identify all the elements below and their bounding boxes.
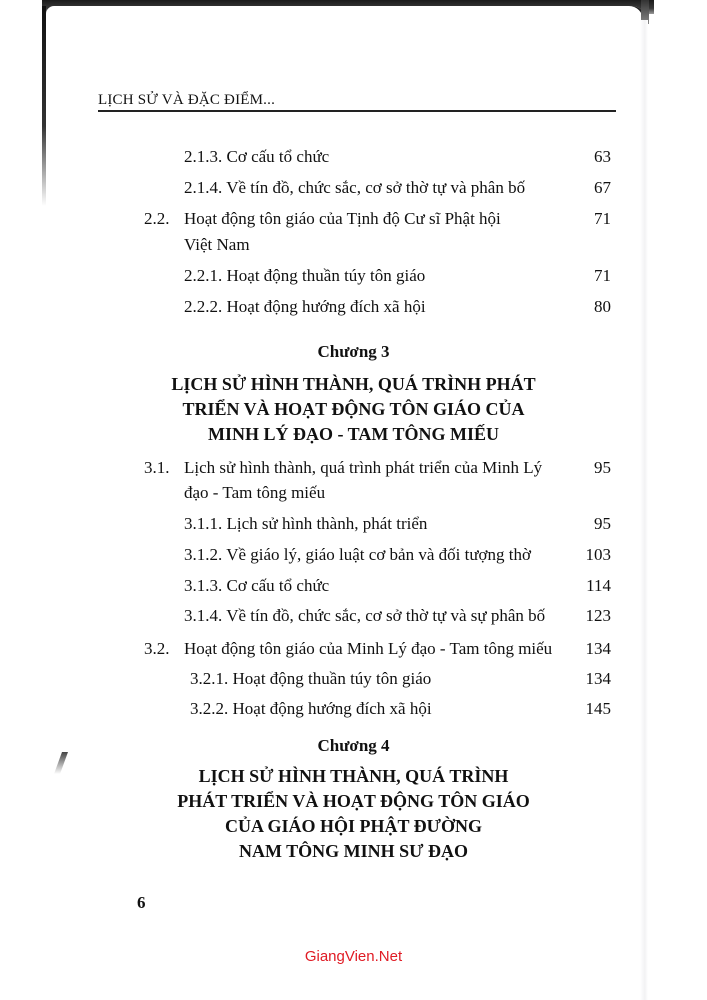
toc-entry-page: 134 (585, 669, 611, 688)
scanner-edge-left (42, 6, 46, 206)
toc-entry-title: 3.2.1. Hoạt động thuần túy tôn giáo (190, 669, 432, 688)
chapter-4-title-line: LỊCH SỬ HÌNH THÀNH, QUÁ TRÌNH (198, 766, 509, 786)
toc-entry-page: 103 (585, 545, 611, 564)
toc-entry-title-line1: Lịch sử hình thành, quá trình phát triển của Minh Lý (184, 458, 543, 477)
chapter-4-title-line: CỦA GIÁO HỘI PHẬT ĐƯỜNG (224, 816, 483, 836)
toc-entry-title: 3.1.2. Về giáo lý, giáo luật cơ bản và đối tượng thờ (184, 545, 532, 564)
toc-entry-page: 71 (594, 209, 611, 228)
toc-entry-title: Hoạt động tôn giáo của Minh Lý đạo - Tam tông miếu (184, 639, 553, 658)
chapter-4-title-line: NAM TÔNG MINH SƯ ĐẠO (239, 841, 468, 861)
toc-entry-title-line2: Việt Nam (184, 235, 250, 254)
chapter-3-label: Chương 3 (317, 342, 390, 361)
header-rule (98, 110, 616, 112)
toc-entry-title: 3.2.2. Hoạt động hướng đích xã hội (190, 699, 432, 718)
toc-entry-page: 134 (585, 639, 611, 658)
chapter-3-title-line: LỊCH SỬ HÌNH THÀNH, QUÁ TRÌNH PHÁT (171, 374, 536, 394)
toc-entry-page: 145 (585, 699, 611, 718)
toc-entry-title: 2.2.1. Hoạt động thuần túy tôn giáo (184, 266, 426, 285)
toc-entry-page: 63 (594, 147, 611, 166)
running-head: LỊCH SỬ VÀ ĐẶC ĐIỂM... (98, 92, 276, 108)
chapter-4-title-line: PHÁT TRIỂN VÀ HOẠT ĐỘNG TÔN GIÁO (177, 791, 530, 811)
toc-entry-title: 3.1.4. Về tín đồ, chức sắc, cơ sở thờ tự và sự phân bố (184, 606, 546, 625)
toc-entry-title-line2: đạo - Tam tông miếu (184, 483, 326, 502)
toc-entry-page: 67 (594, 178, 611, 197)
toc-entry-page: 71 (594, 266, 611, 285)
toc-entry-title: 3.1.1. Lịch sử hình thành, phát triển (184, 514, 428, 533)
toc-entry-number: 3.2. (144, 639, 170, 658)
toc-entry-title: 3.1.3. Cơ cấu tổ chức (184, 576, 330, 595)
toc-entry-title: 2.1.3. Cơ cấu tổ chức (184, 147, 330, 166)
toc-entry-title-line1: Hoạt động tôn giáo của Tịnh độ Cư sĩ Phật hội (184, 209, 501, 228)
page-number: 6 (137, 893, 146, 912)
toc-entry-page: 123 (585, 606, 611, 625)
toc-entry-page: 114 (586, 576, 611, 595)
toc-entry-number: 2.2. (144, 209, 170, 228)
toc-entry-number: 3.1. (144, 458, 170, 477)
watermark: GiangVien.Net (304, 948, 403, 965)
toc-entry-title: 2.1.4. Về tín đồ, chức sắc, cơ sở thờ tự và phân bố (184, 178, 526, 197)
toc-entry-page: 95 (594, 514, 611, 533)
chapter-4-label: Chương 4 (317, 736, 390, 755)
toc-entry-title: 2.2.2. Hoạt động hướng đích xã hội (184, 297, 426, 316)
chapter-3-title-line: TRIỂN VÀ HOẠT ĐỘNG TÔN GIÁO CỦA (182, 399, 525, 419)
toc-entry-page: 95 (594, 458, 611, 477)
chapter-3-title-line: MINH LÝ ĐẠO - TAM TÔNG MIẾU (207, 424, 499, 444)
toc-entry-page: 80 (594, 297, 611, 316)
